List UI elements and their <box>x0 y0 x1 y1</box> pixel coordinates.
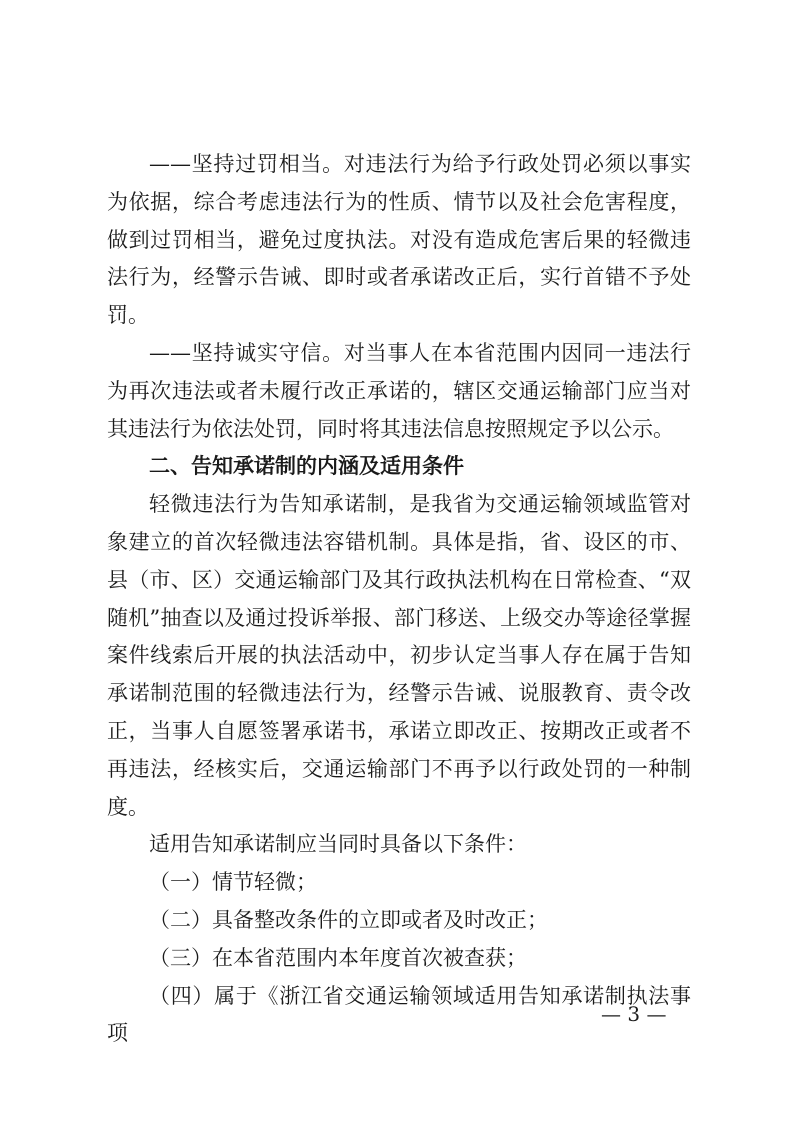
condition-item-1: （一）情节轻微； <box>149 870 317 895</box>
paragraph-good-faith: ——坚持诚实守信。对当事人在本省范围内因同一违法行为再次违法或者未履行改正承诺的，辖区交通运输部门应当对其违法行为依法处罚，同时将其违法信息按照规定予以公示。 <box>107 340 691 441</box>
section-heading-two: 二、告知承诺制的内涵及适用条件 <box>149 454 464 479</box>
condition-item-3: （三）在本省范围内本年度首次被查获； <box>149 945 527 970</box>
document-body <box>107 146 691 1053</box>
condition-item-4: （四）属于《浙江省交通运输领域适用告知承诺制执法事项 <box>107 983 691 1046</box>
paragraph-conditions-intro: 适用告知承诺制应当同时具备以下条件： <box>149 832 527 857</box>
paragraph-proportionate-penalty: ——坚持过罚相当。对违法行为给予行政处罚必须以事实为依据，综合考虑违法行为的性质、情节以及社会危害程度，做到过罚相当，避免过度执法。对没有造成危害后果的轻微违法行为，经警示告诫、即时或者承诺改正后，实行首错不予处罚。 <box>107 152 691 328</box>
page-number: — 3 — <box>601 1002 667 1026</box>
condition-item-2: （二）具备整改条件的立即或者及时改正； <box>149 907 548 932</box>
paragraph-definition: 轻微违法行为告知承诺制，是我省为交通运输领域监管对象建立的首次轻微违法容错机制。具体是指，省、设区的市、县（市、区）交通运输部门及其行政执法机构在日常检查、“双随机”抽查以及通过投诉举报、部门移送、上级交办等途径掌握案件线索后开展的执法活动中，初步认定当事人存在属于告知承诺制范围的轻微违法行为，经警示告诫、说服教育、责令改正，当事人自愿签署承诺书，承诺立即改正、按期改正或者不再违法，经核实后，交通运输部门不再予以行政处罚的一种制度。 <box>107 492 691 819</box>
